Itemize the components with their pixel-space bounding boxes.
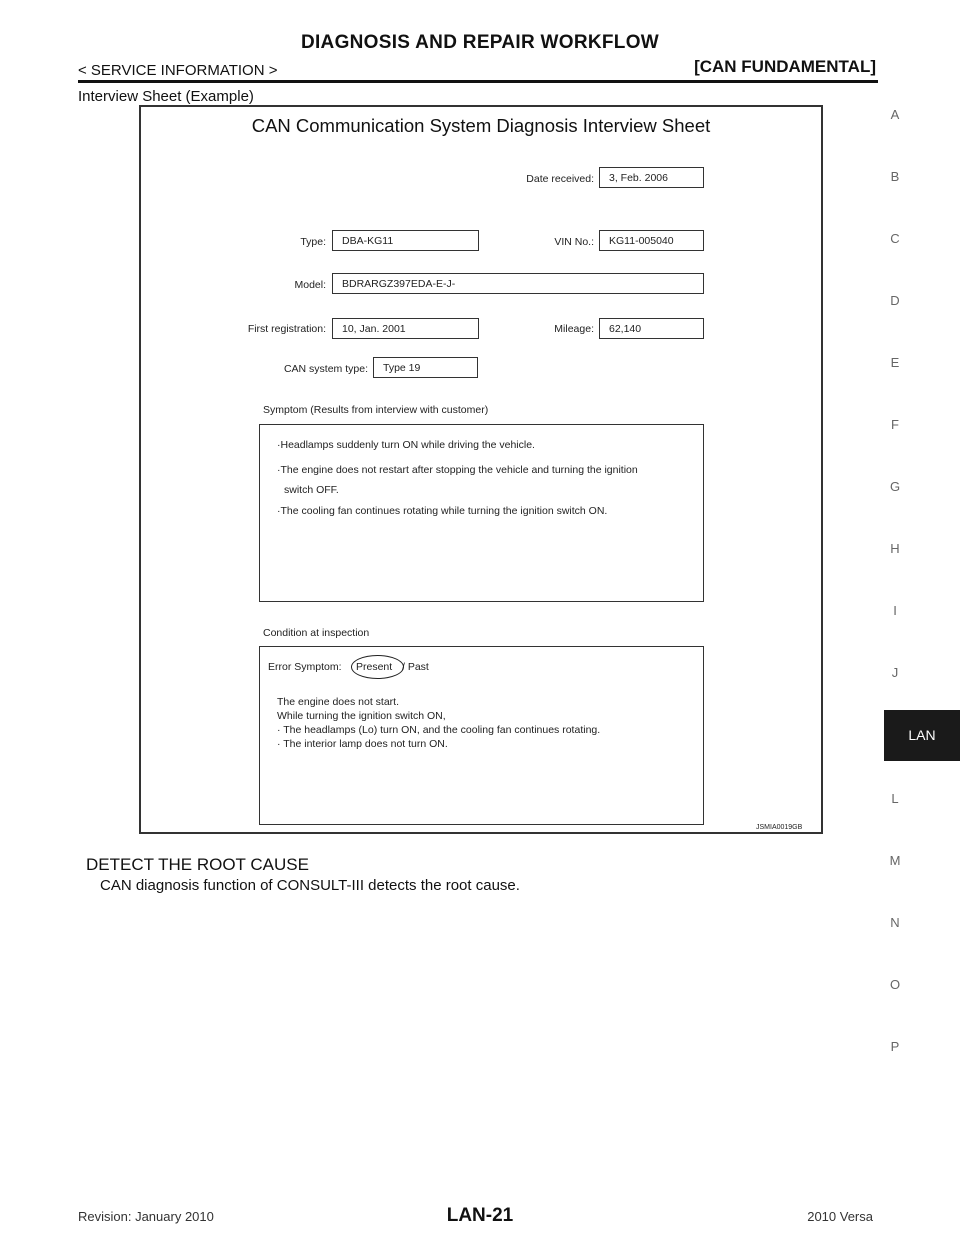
condition-line: The engine does not start. — [277, 696, 399, 708]
condition-line: · The headlamps (Lo) turn ON, and the cooling fan continues rotating. — [277, 724, 601, 736]
symptom-line: ·The cooling fan continues rotating while turning the ignition switch ON. — [277, 505, 608, 517]
index-letter-p[interactable]: P — [890, 1039, 900, 1054]
index-letter-c[interactable]: C — [890, 231, 900, 246]
header-divider — [78, 80, 878, 83]
condition-line: · The interior lamp does not turn ON. — [277, 738, 448, 750]
type-field: DBA-KG11 — [332, 230, 479, 251]
detect-text: CAN diagnosis function of CONSULT-III detects the root cause. — [100, 877, 520, 894]
index-letter-l[interactable]: L — [891, 791, 899, 806]
symptom-caption: Symptom (Results from interview with customer) — [263, 404, 489, 416]
index-letter-m[interactable]: M — [889, 853, 901, 868]
detect-heading: DETECT THE ROOT CAUSE — [86, 855, 309, 874]
index-letter-b[interactable]: B — [890, 169, 900, 184]
model-field: BDRARGZ397EDA-E-J- — [332, 273, 704, 294]
index-letter-i[interactable]: I — [893, 603, 897, 618]
index-letter-j[interactable]: J — [891, 665, 899, 680]
index-letter-d[interactable]: D — [890, 293, 900, 308]
can-system-type-label: CAN system type: — [283, 363, 368, 375]
index-letter-n[interactable]: N — [890, 915, 900, 930]
index-tab-lan[interactable]: LAN — [884, 710, 960, 761]
section-title: Interview Sheet (Example) — [78, 88, 254, 105]
condition-caption: Condition at inspection — [263, 627, 370, 639]
vin-label: VIN No.: — [554, 236, 594, 248]
index-letter-o[interactable]: O — [889, 977, 901, 992]
figure-id: JSMIA0019GB — [756, 824, 803, 831]
vin-field: KG11-005040 — [599, 230, 704, 251]
error-past: / Past — [402, 661, 429, 673]
condition-line: While turning the ignition switch ON, — [277, 710, 446, 722]
index-letter-e[interactable]: E — [890, 355, 900, 370]
date-received-label: Date received: — [526, 173, 594, 185]
index-letter-g[interactable]: G — [889, 479, 901, 494]
page-title: DIAGNOSIS AND REPAIR WORKFLOW — [300, 32, 660, 53]
can-system-type-field: Type 19 — [373, 357, 478, 378]
date-received-field: 3, Feb. 2006 — [599, 167, 704, 188]
error-present: Present — [356, 661, 393, 673]
footer-model: 2010 Versa — [807, 1209, 873, 1224]
symptom-line: ·Headlamps suddenly turn ON while driving the vehicle. — [277, 439, 535, 451]
type-label: Type: — [300, 236, 326, 248]
breadcrumb: < SERVICE INFORMATION > — [78, 62, 278, 79]
mileage-field: 62,140 — [599, 318, 704, 339]
sheet-title: CAN Communication System Diagnosis Interview Sheet — [251, 115, 711, 136]
index-letter-a[interactable]: A — [890, 107, 900, 122]
model-label: Model: — [294, 279, 326, 291]
mileage-label: Mileage: — [554, 323, 594, 335]
symptom-line: ·The engine does not restart after stopping the vehicle and turning the ignition — [277, 464, 638, 476]
index-letter-f[interactable]: F — [891, 417, 899, 432]
symptom-line: switch OFF. — [284, 484, 339, 496]
footer-revision: Revision: January 2010 — [78, 1209, 214, 1224]
index-letter-h[interactable]: H — [890, 541, 900, 556]
first-registration-field: 10, Jan. 2001 — [332, 318, 479, 339]
first-registration-label: First registration: — [247, 323, 326, 335]
section-tag: [CAN FUNDAMENTAL] — [694, 57, 876, 76]
page-number: LAN-21 — [446, 1205, 514, 1226]
error-symptom-label: Error Symptom: — [268, 661, 342, 673]
